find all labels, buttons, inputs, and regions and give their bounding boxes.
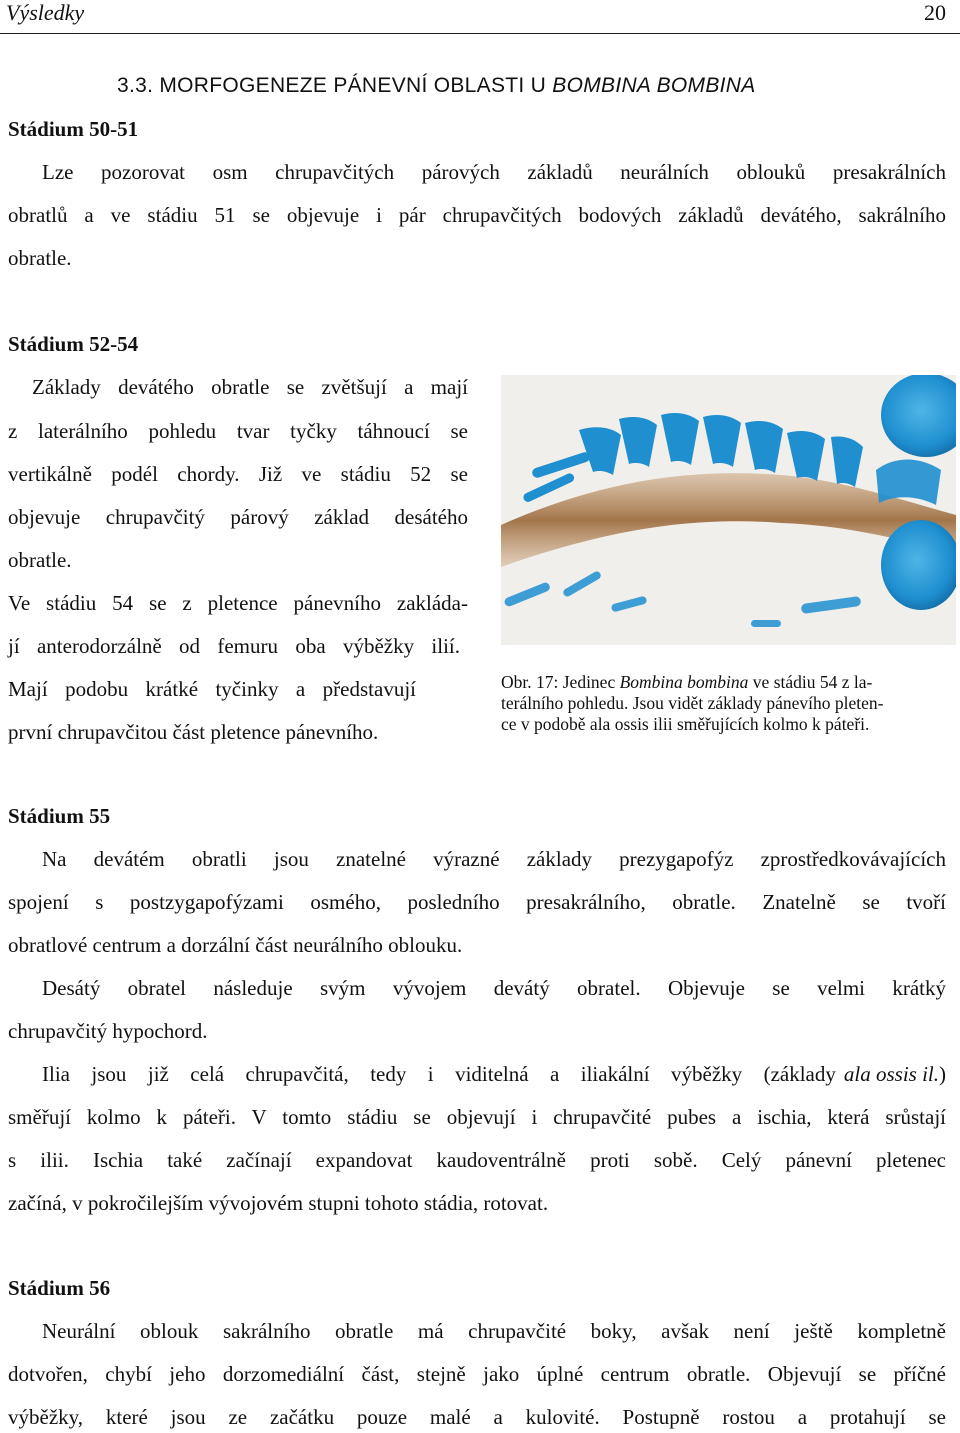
stage-55-line: směřují kolmo k páteři. V tomto stádiu se objevují i chrupavčité pubes a ischia, která srůstají: [8, 1105, 946, 1129]
stage-52-54-line: Mají podobu krátké tyčinky a představují: [8, 677, 416, 701]
stage-55-line: chrupavčitý hypochord.: [8, 1019, 208, 1043]
figure-caption: [501, 672, 956, 735]
running-header-section: Výsledky: [6, 0, 85, 25]
figure-caption-rest: ve stádiu 54 z la-: [752, 672, 873, 692]
stage-55-italic-term: ala ossis il.: [843, 1062, 939, 1086]
figure-caption-line: [501, 672, 956, 693]
stage-55-line: spojení s postzygapofýzami osmého, posledního presakrálního, obratle. Znatelně se tvoří: [8, 890, 946, 914]
stage-55-heading: Stádium 55: [8, 804, 111, 828]
stage-50-51-line: obratle.: [8, 246, 72, 270]
stage-55-line-with-term: [42, 1062, 946, 1087]
specimen-photo: [501, 375, 956, 645]
figure-caption-species: Bombina bombina: [619, 672, 749, 692]
stage-50-51-line: obratlů a ve stádiu 51 se objevuje i pár chrupavčitých bodových základů devátého, sakrálního: [8, 203, 946, 227]
page-number: 20: [924, 0, 946, 25]
stage-55-line: Na devátém obratli jsou znatelné výrazné základy prezygapofýz zprostředkovávajících: [42, 847, 946, 871]
chapter-heading: [117, 74, 756, 98]
stage-52-54-heading: Stádium 52-54: [8, 332, 139, 356]
specimen-image: [501, 375, 956, 645]
chapter-title: MORFOGENEZE PÁNEVNÍ OBLASTI U: [159, 74, 547, 97]
stage-52-54-line: Ve stádiu 54 se z pletence pánevního zakláda-: [8, 591, 468, 615]
chapter-title-species: BOMBINA BOMBINA: [552, 74, 756, 97]
stage-52-54-line: obratle.: [8, 548, 72, 572]
stage-55-close-paren: ): [939, 1062, 946, 1086]
figure-caption-line: terálního pohledu. Jsou vidět základy pánevího pleten-: [501, 693, 884, 713]
stage-55-line: obratlové centrum a dorzální část neurálního oblouku.: [8, 933, 463, 957]
stage-52-54-line: první chrupavčitou část pletence pánevního.: [8, 720, 379, 744]
stage-52-54-line: jí anterodorzálně od femuru oba výběžky ilií.: [8, 634, 460, 658]
stage-56-line: výběžky, které jsou ze začátku pouze malé a kulovité. Postupně rostou a protahují se: [8, 1405, 946, 1429]
stage-56-line: Neurální oblouk sakrálního obratle má chrupavčité boky, avšak není ještě kompletně: [42, 1319, 946, 1343]
stage-55-term-wrap: [844, 1062, 946, 1087]
stage-55-line: začíná, v pokročilejším vývojovém stupni tohoto stádia, rotovat.: [8, 1191, 549, 1215]
stage-56-heading: Stádium 56: [8, 1276, 111, 1300]
header-rule: [0, 33, 960, 34]
stage-52-54-line: objevuje chrupavčitý párový základ desátého: [8, 505, 468, 529]
stage-52-54-line: Základy devátého obratle se zvětšují a mají: [32, 375, 468, 399]
stage-56-line: dotvořen, chybí jeho dorzomediální část, stejně jako úplné centrum obratle. Objevují se příčné: [8, 1362, 946, 1386]
stage-50-51-heading: Stádium 50-51: [8, 117, 139, 141]
stage-55-line: s ilii. Ischia také začínají expandovat kaudoventrálně proti sobě. Celý pánevní pletenec: [8, 1148, 946, 1172]
stage-52-54-line: z laterálního pohledu tvar tyčky táhnoucí se: [8, 419, 468, 443]
stage-50-51-line: Lze pozorovat osm chrupavčitých párových základů neurálních oblouků presakrálních: [42, 160, 946, 184]
stage-55-line: Ilia jsou již celá chrupavčitá, tedy i viditelná a iliakální výběžky (základy: [42, 1062, 836, 1086]
stage-55-line: Desátý obratel následuje svým vývojem devátý obratel. Objevuje se velmi krátký: [42, 976, 946, 1000]
stage-52-54-line: vertikálně podél chordy. Již ve stádiu 52 se: [8, 462, 468, 486]
figure-caption-line: ce v podobě ala ossis ilii směřujících kolmo k páteři.: [501, 714, 870, 734]
figure-caption-prefix: Obr. 17: Jedinec: [501, 672, 616, 692]
chapter-number: 3.3.: [117, 74, 154, 97]
